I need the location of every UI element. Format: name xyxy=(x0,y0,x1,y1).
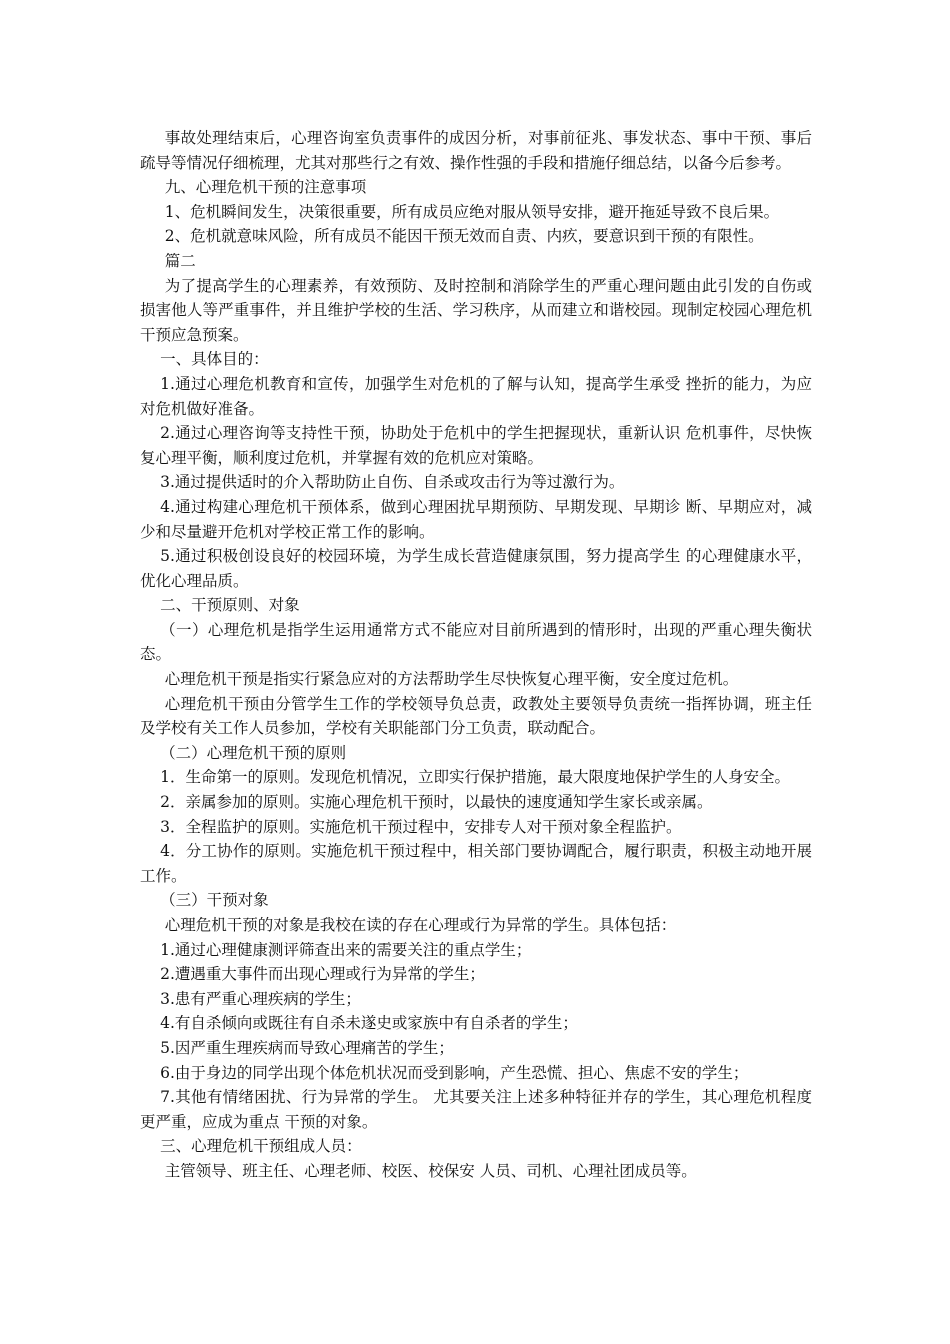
paragraph: 5.因严重生理疾病而导致心理痛苦的学生； xyxy=(160,1038,454,1057)
paragraph: （二）心理危机干预的原则 xyxy=(160,743,347,762)
paragraph: 7.其他有情绪困扰、行为异常的学生。 尤其要关注上述多种特征并存的学生，其心理危机程度更严重，应成为重点 干预的对象。 xyxy=(140,1088,812,1131)
paragraph: 3．全程监护的原则。实施危机干预过程中，安排专人对干预对象全程监护。 xyxy=(160,817,682,836)
paragraph: 4．分工协作的原则。实施危机干预过程中，相关部门要协调配合，履行职责，积极主动地开展工作。 xyxy=(140,842,812,885)
paragraph: 6.由于身边的同学出现个体危机状况而受到影响，产生恐慌、担心、焦虑不安的学生； xyxy=(160,1063,749,1082)
paragraph: 2．亲属参加的原则。实施心理危机干预时，以最快的速度通知学生家长或亲属。 xyxy=(160,793,713,812)
paragraph: 为了提高学生的心理素养，有效预防、及时控制和消除学生的严重心理问题由此引发的自伤或损害他人等严重事件，并且维护学校的生活、学习秩序，从而建立和谐校园。现制定校园心理危机干预应急预案。 xyxy=(140,276,812,344)
paragraph: 心理危机干预的对象是我校在读的存在心理或行为异常的学生。具体包括： xyxy=(164,916,677,934)
paragraph: 三、心理危机干预组成人员： xyxy=(160,1137,362,1156)
paragraph: 篇二 xyxy=(164,251,196,270)
paragraph: 事故处理结束后，心理咨询室负责事件的成因分析，对事前征兆、事发状态、事中干预、事后疏导等情况仔细梳理，尤其对那些行之有效、操作性强的手段和措施仔细总结，以备今后参考。 xyxy=(140,129,812,172)
paragraph: （三）干预对象 xyxy=(160,891,269,910)
paragraph: 2、危机就意味风险，所有成员不能因干预无效而自责、内疚，要意识到干预的有限性。 xyxy=(164,227,764,246)
paragraph: 1．生命第一的原则。发现危机情况，立即实行保护措施，最大限度地保护学生的人身安全。 xyxy=(160,768,791,787)
paragraph: 5.通过积极创设良好的校园环境，为学生成长营造健康氛围，努力提高学生 的心理健康水平，优化心理品质。 xyxy=(140,547,812,590)
paragraph: 心理危机干预由分管学生工作的学校领导负总责，政教处主要领导负责统一指挥协调，班主任及学校有关工作人员参加，学校有关职能部门分工负责，联动配合。 xyxy=(140,694,812,738)
paragraph: （一）心理危机是指学生运用通常方式不能应对目前所遇到的情形时，出现的严重心理失衡状态。 xyxy=(140,620,812,664)
paragraph: 心理危机干预是指实行紧急应对的方法帮助学生尽快恢复心理平衡，安全度过危机。 xyxy=(164,670,739,689)
paragraph: 3.患有严重心理疾病的学生； xyxy=(160,989,361,1008)
paragraph: 二、干预原则、对象 xyxy=(160,596,300,615)
paragraph: 2.通过心理咨询等支持性干预，协助处于危机中的学生把握现状，重新认识 危机事件，尽快恢复心理平衡，顺利度过危机，并掌握有效的危机应对策略。 xyxy=(140,424,812,467)
paragraph: 主管领导、班主任、心理老师、校医、校保安 人员、司机、心理社团成员等。 xyxy=(164,1161,697,1180)
paragraph: 4.有自杀倾向或既往有自杀未遂史或家族中有自杀者的学生； xyxy=(160,1014,578,1033)
paragraph: 1.通过心理健康测评筛查出来的需要关注的重点学生； xyxy=(160,940,532,959)
document-body xyxy=(140,126,812,1184)
paragraph: 4.通过构建心理危机干预体系，做到心理困扰早期预防、早期发现、早期诊 断、早期应对，减少和尽量避开危机对学校正常工作的影响。 xyxy=(140,497,812,541)
paragraph: 九、心理危机干预的注意事项 xyxy=(164,178,367,197)
paragraph: 1.通过心理危机教育和宣传，加强学生对危机的了解与认知，提高学生承受 挫折的能力，为应对危机做好准备。 xyxy=(140,374,812,418)
paragraph: 1、危机瞬间发生，决策很重要，所有成员应绝对服从领导安排，避开拖延导致不良后果。 xyxy=(164,202,780,221)
paragraph: 3.通过提供适时的介入帮助防止自伤、自杀或攻击行为等过激行为。 xyxy=(160,473,625,492)
paragraph: 一、具体目的： xyxy=(160,350,269,369)
paragraph: 2.遭遇重大事件而出现心理或行为异常的学生； xyxy=(160,965,485,984)
